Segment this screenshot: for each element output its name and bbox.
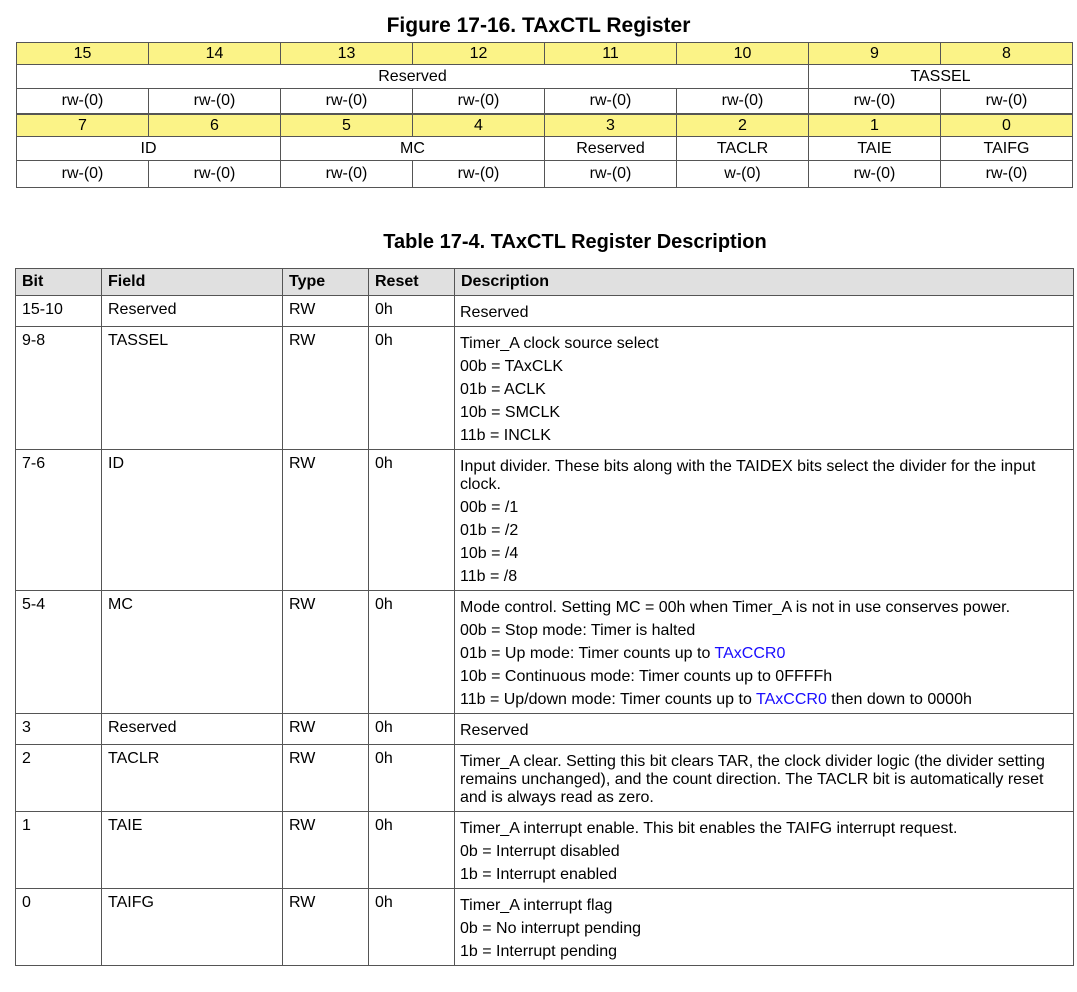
field-name-row (17, 137, 1073, 161)
cell-reset: 0h (369, 327, 455, 450)
cell-type: RW (283, 591, 369, 714)
bit-number: 7 (17, 114, 149, 137)
cell-type: RW (283, 327, 369, 450)
bit-number: 14 (149, 43, 281, 65)
description-text: 01b = /2 (460, 522, 519, 539)
cell-reset: 0h (369, 889, 455, 966)
cell-bit: 0 (16, 889, 102, 966)
description-line (460, 404, 1069, 422)
cell-reset: 0h (369, 591, 455, 714)
bit-number: 1 (809, 114, 941, 137)
description-line (460, 920, 1069, 938)
description-text: Input divider. These bits along with the TAIDEX bits select the divider for the input clock. (460, 458, 1036, 493)
access-type-row (17, 89, 1073, 115)
description-text: Reserved (460, 722, 529, 739)
table-row (16, 889, 1074, 966)
column-header-field: Field (102, 269, 283, 296)
cell-field: TAIE (102, 812, 283, 889)
description-text: Reserved (460, 304, 529, 321)
field-name: ID (17, 137, 281, 161)
bit-number: 0 (941, 114, 1073, 137)
access-type: rw-(0) (149, 89, 281, 115)
description-text: 01b = ACLK (460, 381, 546, 398)
field-name: TAIE (809, 137, 941, 161)
column-header-type: Type (283, 269, 369, 296)
description-text: 10b = SMCLK (460, 404, 561, 421)
description-line (460, 568, 1069, 586)
cell-reset: 0h (369, 296, 455, 327)
description-line (460, 722, 1069, 740)
cell-reset: 0h (369, 745, 455, 812)
bit-number-row (17, 114, 1073, 137)
description-text: 00b = TAxCLK (460, 358, 564, 375)
description-text: 11b = /8 (460, 568, 518, 585)
register-link[interactable]: TAxCCR0 (714, 645, 786, 662)
cell-description (455, 812, 1074, 889)
description-text: 10b = Continuous mode: Timer counts up to 0FFFFh (460, 668, 833, 685)
cell-bit: 5-4 (16, 591, 102, 714)
description-text: Timer_A clear. Setting this bit clears TAR, the clock divider logic (the divider setting remains unchanged), and the count direction. The TACLR bit is automatically reset and is always read as zero. (460, 753, 1045, 806)
cell-bit: 9-8 (16, 327, 102, 450)
description-line (460, 753, 1069, 807)
description-text: Timer_A interrupt enable. This bit enables the TAIFG interrupt request. (460, 820, 958, 837)
description-line (460, 820, 1069, 838)
description-text: Mode control. Setting MC = 00h when Timer_A is not in use conserves power. (460, 599, 1011, 616)
bit-number: 5 (281, 114, 413, 137)
bit-number: 10 (677, 43, 809, 65)
description-text: 0b = No interrupt pending (460, 920, 642, 937)
description-line (460, 668, 1069, 686)
cell-type: RW (283, 889, 369, 966)
bit-number: 2 (677, 114, 809, 137)
bit-number: 13 (281, 43, 413, 65)
column-header-reset: Reset (369, 269, 455, 296)
cell-field: MC (102, 591, 283, 714)
description-text: Timer_A interrupt flag (460, 897, 613, 914)
cell-description (455, 591, 1074, 714)
cell-field: TAIFG (102, 889, 283, 966)
description-line (460, 304, 1069, 322)
access-type: rw-(0) (413, 161, 545, 188)
table-row (16, 450, 1074, 591)
cell-type: RW (283, 812, 369, 889)
description-text: 10b = /4 (460, 545, 519, 562)
cell-description (455, 889, 1074, 966)
description-line (460, 843, 1069, 861)
cell-field: Reserved (102, 296, 283, 327)
description-line (460, 691, 1069, 709)
description-text: 00b = Stop mode: Timer is halted (460, 622, 696, 639)
cell-description (455, 450, 1074, 591)
description-text: 1b = Interrupt enabled (460, 866, 618, 883)
table-row (16, 812, 1074, 889)
register-description-table (15, 268, 1074, 966)
description-line (460, 599, 1069, 617)
access-type: rw-(0) (149, 161, 281, 188)
access-type: rw-(0) (17, 89, 149, 115)
table-row (16, 327, 1074, 450)
access-type: rw-(0) (809, 161, 941, 188)
description-line (460, 622, 1069, 640)
field-name-row (17, 65, 1073, 89)
access-type: rw-(0) (281, 89, 413, 115)
description-line (460, 335, 1069, 353)
access-type: rw-(0) (413, 89, 545, 115)
access-type: rw-(0) (941, 161, 1073, 188)
field-name: TAIFG (941, 137, 1073, 161)
column-header-bit: Bit (16, 269, 102, 296)
field-name: Reserved (17, 65, 809, 89)
register-link[interactable]: TAxCCR0 (756, 691, 827, 708)
description-text: 1b = Interrupt pending (460, 943, 618, 960)
cell-bit: 2 (16, 745, 102, 812)
field-name: TASSEL (809, 65, 1073, 89)
cell-field: ID (102, 450, 283, 591)
table-header-row (16, 269, 1074, 296)
cell-reset: 0h (369, 714, 455, 745)
table-row (16, 745, 1074, 812)
cell-description (455, 745, 1074, 812)
description-text: then down to 0000h (826, 691, 972, 708)
bit-number: 11 (545, 43, 677, 65)
cell-type: RW (283, 450, 369, 591)
bit-number: 9 (809, 43, 941, 65)
description-text: 00b = /1 (460, 499, 519, 516)
description-line (460, 358, 1069, 376)
field-name: MC (281, 137, 545, 161)
description-line (460, 943, 1069, 961)
cell-field: Reserved (102, 714, 283, 745)
cell-description (455, 327, 1074, 450)
access-type: rw-(0) (809, 89, 941, 115)
bit-number: 3 (545, 114, 677, 137)
description-text: 11b = INCLK (460, 427, 551, 444)
bit-number: 6 (149, 114, 281, 137)
table-title: Table 17-4. TAxCTL Register Description (383, 231, 767, 253)
description-line (460, 522, 1069, 540)
cell-bit: 3 (16, 714, 102, 745)
cell-field: TASSEL (102, 327, 283, 450)
description-text: 01b = Up mode: Timer counts up to (460, 645, 715, 662)
figure-title: Figure 17-16. TAxCTL Register (386, 14, 691, 37)
column-header-description: Description (455, 269, 1074, 296)
bit-number: 8 (941, 43, 1073, 65)
access-type: rw-(0) (941, 89, 1073, 115)
table-row (16, 296, 1074, 327)
access-type: rw-(0) (17, 161, 149, 188)
cell-type: RW (283, 714, 369, 745)
access-type: w-(0) (677, 161, 809, 188)
description-line (460, 866, 1069, 884)
cell-bit: 1 (16, 812, 102, 889)
access-type: rw-(0) (281, 161, 413, 188)
bit-number: 4 (413, 114, 545, 137)
description-text: Timer_A clock source select (460, 335, 659, 352)
register-diagram (16, 42, 1073, 188)
cell-description (455, 296, 1074, 327)
description-line (460, 897, 1069, 915)
cell-type: RW (283, 745, 369, 812)
field-name: TACLR (677, 137, 809, 161)
table-row (16, 714, 1074, 745)
access-type: rw-(0) (545, 161, 677, 188)
cell-type: RW (283, 296, 369, 327)
access-type: rw-(0) (545, 89, 677, 115)
field-name: Reserved (545, 137, 677, 161)
cell-field: TACLR (102, 745, 283, 812)
bit-number: 12 (413, 43, 545, 65)
description-line (460, 645, 1069, 663)
cell-bit: 15-10 (16, 296, 102, 327)
description-text: 0b = Interrupt disabled (460, 843, 620, 860)
access-type-row (17, 161, 1073, 188)
description-line (460, 381, 1069, 399)
bit-number: 15 (17, 43, 149, 65)
cell-reset: 0h (369, 450, 455, 591)
access-type: rw-(0) (677, 89, 809, 115)
cell-reset: 0h (369, 812, 455, 889)
description-text: 11b = Up/down mode: Timer counts up to (460, 691, 757, 708)
table-row (16, 591, 1074, 714)
description-line (460, 427, 1069, 445)
bit-number-row (17, 43, 1073, 65)
description-line (460, 545, 1069, 563)
cell-description (455, 714, 1074, 745)
description-line (460, 458, 1069, 494)
description-line (460, 499, 1069, 517)
cell-bit: 7-6 (16, 450, 102, 591)
